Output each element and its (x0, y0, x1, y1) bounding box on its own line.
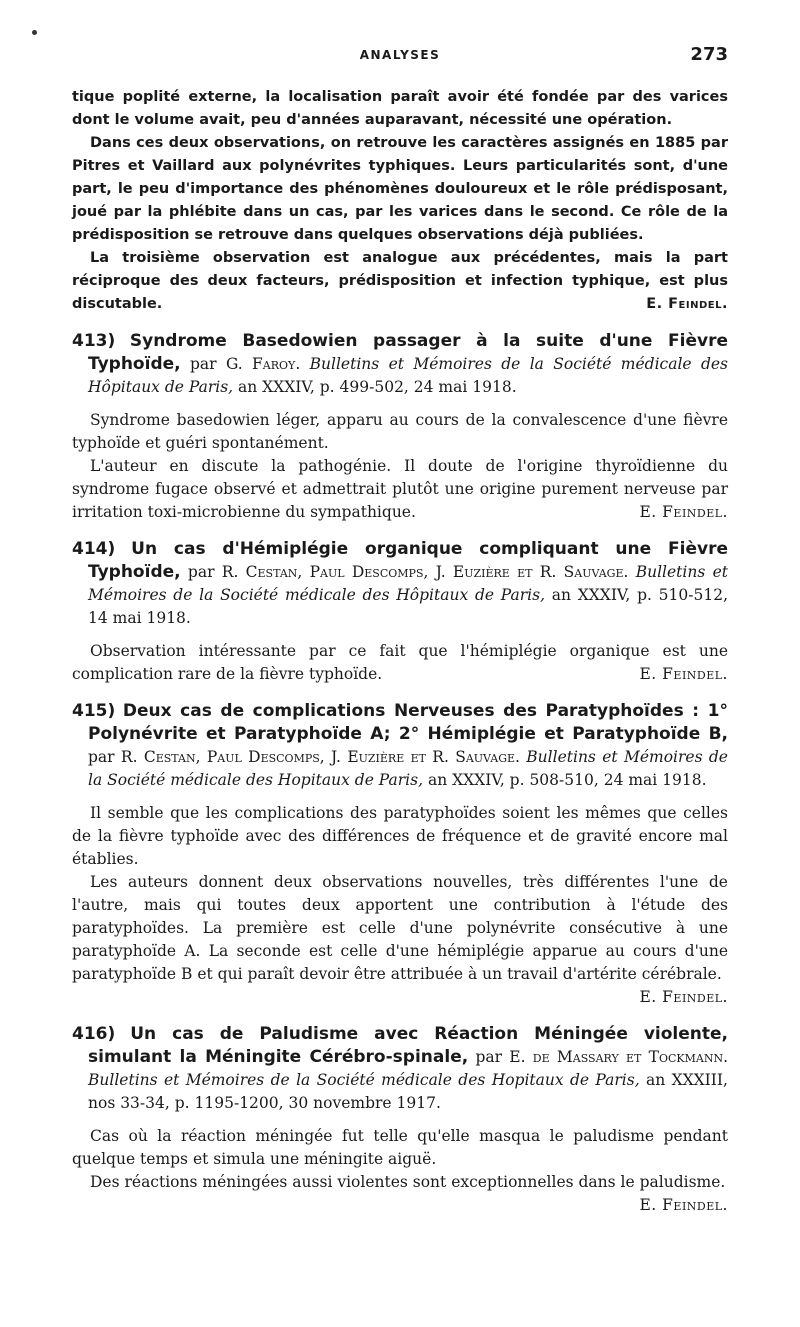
entry-paragraph: Cas où la réaction méningée fut telle qu'elle masqua le paludisme pendant quelque temps et simula une méningite aiguë. (72, 1127, 728, 1168)
entry-heading (72, 538, 728, 630)
entry-journal: Bulletins et Mémoires de la Société médicale des Hopitaux de Paris, (88, 748, 728, 789)
entry-heading (72, 330, 728, 399)
entry-by: par (88, 748, 115, 766)
intro-paragraph-3 (72, 247, 728, 316)
signature: E. Feindel. (639, 1196, 728, 1214)
entry-paragraph: Les auteurs donnent deux observations nouvelles, très différentes l'une de l'autre, mais qui toutes deux apportent une contribution à l'étude des paratyphoïdes. La première est celle d'une polynévrite consécutive à une paratyphoïde A. La seconde est celle d'une hémiplégie apparue au cours d'une paratyphoïde B et qui paraît devoir être attribuée à un travail d'artérite cérébrale. (72, 873, 728, 983)
entry-by: par (475, 1048, 503, 1066)
entry-by: par (189, 355, 217, 373)
entry-reference: an XXXIII, nos 33-34, p. 1195-1200, 30 novembre 1917. (88, 1071, 728, 1112)
page-content (72, 86, 728, 1217)
entry-414 (72, 538, 728, 686)
entry-number: 415) (72, 701, 116, 721)
entry-paragraph: Syndrome basedowien léger, apparu au cours de la convalescence d'une fièvre typhoïde et guéri spontanément. (72, 411, 728, 452)
intro-paragraph-3-text: La troisième observation est analogue aux précédentes, mais la part réciproque des deux facteurs, prédisposition et infection typhique, est plus discutable. (72, 250, 728, 312)
entry-413 (72, 330, 728, 524)
entry-journal: Bulletins et Mémoires de la Société médicale des Hôpitaux de Paris, (88, 563, 728, 604)
page-number: 273 (690, 44, 728, 65)
entry-title: Un cas de Paludisme avec Réaction Méningée violente, simulant la Méningite Cérébro-spinale, (88, 1024, 728, 1067)
entry-heading (72, 1023, 728, 1115)
entry-paragraph (72, 455, 728, 524)
entry-heading (72, 700, 728, 792)
entry-authors: G. Faroy. (225, 355, 301, 373)
entry-title: Un cas d'Hémiplégie organique compliquant une Fièvre Typhoïde, (88, 539, 728, 582)
entry-title: Deux cas de complications Nerveuses des Paratyphoïdes : 1° Polynévrite et Paratyphoïde A; 2° Hémiplégie et Paratyphoïde B, (88, 701, 728, 744)
ink-spot (32, 30, 37, 35)
entry-authors: R. Cestan, Paul Descomps, J. Euzière et R. Sauvage. (120, 748, 520, 766)
intro-paragraph-1: tique poplité externe, la localisation paraît avoir été fondée par des varices dont le volume avait, peu d'années auparavant, nécessité une opération. (72, 89, 728, 128)
page-header (72, 44, 728, 72)
entry-paragraph: Il semble que les complications des paratyphoïdes soient les mêmes que celles de la fièvre typhoïde avec des différences de fréquence et de gravité encore mal établies. (72, 804, 728, 868)
entry-number: 413) (72, 331, 116, 351)
intro-paragraph-2: Dans ces deux observations, on retrouve les caractères assignés en 1885 par Pitres et Vaillard aux polynévrites typhiques. Leurs particularités sont, d'une part, le peu d'importance des phénomènes douloureux et le rôle prédisposant, joué par la phlébite dans un cas, par les varices dans le second. Ce rôle de la prédisposition se retrouve dans quelques observations déjà publiées. (72, 135, 728, 243)
entry-reference: an XXXIV, p. 508-510, 24 mai 1918. (427, 771, 707, 789)
entry-journal: Bulletins et Mémoires de la Société médicale des Hopitaux de Paris, (88, 1071, 640, 1089)
entry-authors: R. Cestan, Paul Descomps, J. Euzière et R. Sauvage. (221, 563, 629, 581)
running-title: ANALYSES (359, 48, 441, 62)
entry-paragraph (72, 1171, 728, 1217)
signature: E. Feindel. (639, 988, 728, 1006)
entry-number: 414) (72, 539, 116, 559)
entry-reference: an XXXIV, p. 499-502, 24 mai 1918. (238, 378, 517, 396)
entry-authors: E. de Massary et Tockmann. (509, 1048, 728, 1066)
entry-reference: an XXXIV, p. 510-512, 14 mai 1918. (88, 586, 729, 627)
entry-415 (72, 700, 728, 1009)
signature: E. Feindel. (646, 296, 728, 312)
entry-paragraph-text: Des réactions méningées aussi violentes sont exceptionnelles dans le paludisme. (90, 1173, 726, 1191)
entry-416 (72, 1023, 728, 1217)
entry-paragraph-text: L'auteur en discute la pathogénie. Il doute de l'origine thyroïdienne du syndrome fugace observé et admettrait plutôt une origine purement nerveuse par irritation toxi-microbienne du sympathique. (72, 457, 728, 521)
signature: E. Feindel. (639, 665, 728, 683)
signature: E. Feindel. (639, 503, 728, 521)
entry-journal: Bulletins et Mémoires de la Société médicale des Hôpitaux de Paris, (88, 355, 729, 396)
entry-number: 416) (72, 1024, 116, 1044)
entry-paragraph (72, 640, 728, 686)
entry-paragraph-text: Observation intéressante par ce fait que l'hémiplégie organique est une complication rare de la fièvre typhoïde. (72, 642, 728, 683)
entry-by: par (187, 563, 215, 581)
intro-section (72, 86, 728, 316)
entry-title: Syndrome Basedowien passager à la suite d'une Fièvre Typhoïde, (88, 331, 728, 374)
